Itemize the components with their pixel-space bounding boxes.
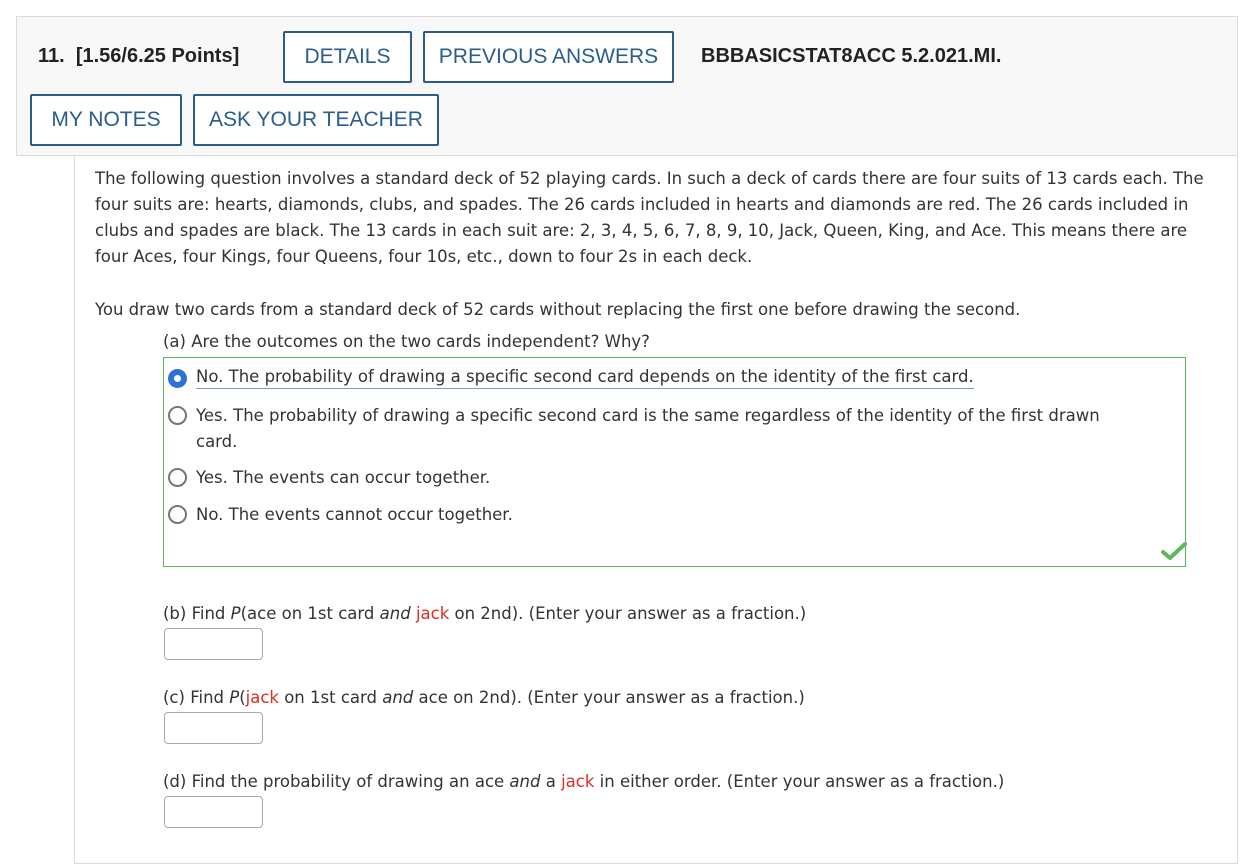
- glossary-link-jack[interactable]: jack: [245, 688, 279, 707]
- choice-1-label: No. The probability of drawing a specific second card depends on the identity of the first card.: [196, 366, 974, 389]
- choice-4[interactable]: [168, 502, 513, 528]
- part-b-answer-input[interactable]: [164, 628, 263, 660]
- glossary-link-jack[interactable]: jack: [415, 604, 450, 623]
- choice-2-label: Yes. The probability of drawing a specific second card is the same regardless of the identity of the first drawn card.: [196, 406, 1100, 451]
- question-header: [16, 16, 1238, 156]
- choice-3[interactable]: [168, 465, 490, 491]
- question-number: 11.: [38, 45, 65, 67]
- radio-icon[interactable]: [168, 468, 187, 487]
- choice-1[interactable]: [168, 366, 974, 389]
- radio-selected-icon[interactable]: [168, 369, 187, 388]
- radio-icon[interactable]: [168, 505, 187, 524]
- intro-paragraph: The following question involves a standard deck of 52 playing cards. In such a deck of cards there are four suits of 13 cards each. The four suits are: hearts, diamonds, clubs, and spades. The 26 cards included in hearts and diamonds are red. The 26 cards included in clubs and spades are black. The 13 cards in each suit are: 2, 3, 4, 5, 6, 7, 8, 9, 10, Jack, Queen, King, and Ace. This means there are four Aces, four Kings, four Queens, four 10s, etc., down to four 2s in each deck.: [95, 169, 1204, 266]
- radio-icon[interactable]: [168, 406, 187, 425]
- previous-answers-button[interactable]: PREVIOUS ANSWERS: [423, 31, 674, 83]
- part-a-choices: [163, 357, 1186, 567]
- question-heading: [38, 45, 239, 68]
- part-d-question: (d) Find the probability of drawing an ace and a jack in either order. (Enter your answer as a fraction.): [163, 772, 1005, 791]
- part-a-question: (a) Are the outcomes on the two cards independent? Why?: [163, 332, 650, 351]
- question-body: [74, 156, 1238, 864]
- part-d-answer-input[interactable]: [164, 796, 263, 828]
- my-notes-button[interactable]: MY NOTES: [30, 94, 182, 146]
- draw-instructions: You draw two cards from a standard deck of 52 cards without replacing the first one before drawing the second.: [95, 300, 1021, 319]
- details-button[interactable]: DETAILS: [283, 31, 412, 83]
- part-b-question: (b) Find P(ace on 1st card and jack on 2nd). (Enter your answer as a fraction.): [163, 604, 807, 623]
- glossary-link-jack[interactable]: jack: [561, 772, 595, 791]
- choice-2[interactable]: [168, 403, 1158, 455]
- part-c-question: (c) Find P(jack on 1st card and ace on 2nd). (Enter your answer as a fraction.): [163, 688, 805, 707]
- question-points: [1.56/6.25 Points]: [75, 45, 240, 67]
- ask-your-teacher-button[interactable]: ASK YOUR TEACHER: [193, 94, 439, 146]
- correct-check-icon: [1161, 542, 1187, 560]
- choice-3-label: Yes. The events can occur together.: [196, 468, 491, 487]
- problem-code: BBBASICSTAT8ACC 5.2.021.MI.: [701, 45, 1002, 67]
- part-c-answer-input[interactable]: [164, 712, 263, 744]
- choice-4-label: No. The events cannot occur together.: [196, 505, 513, 524]
